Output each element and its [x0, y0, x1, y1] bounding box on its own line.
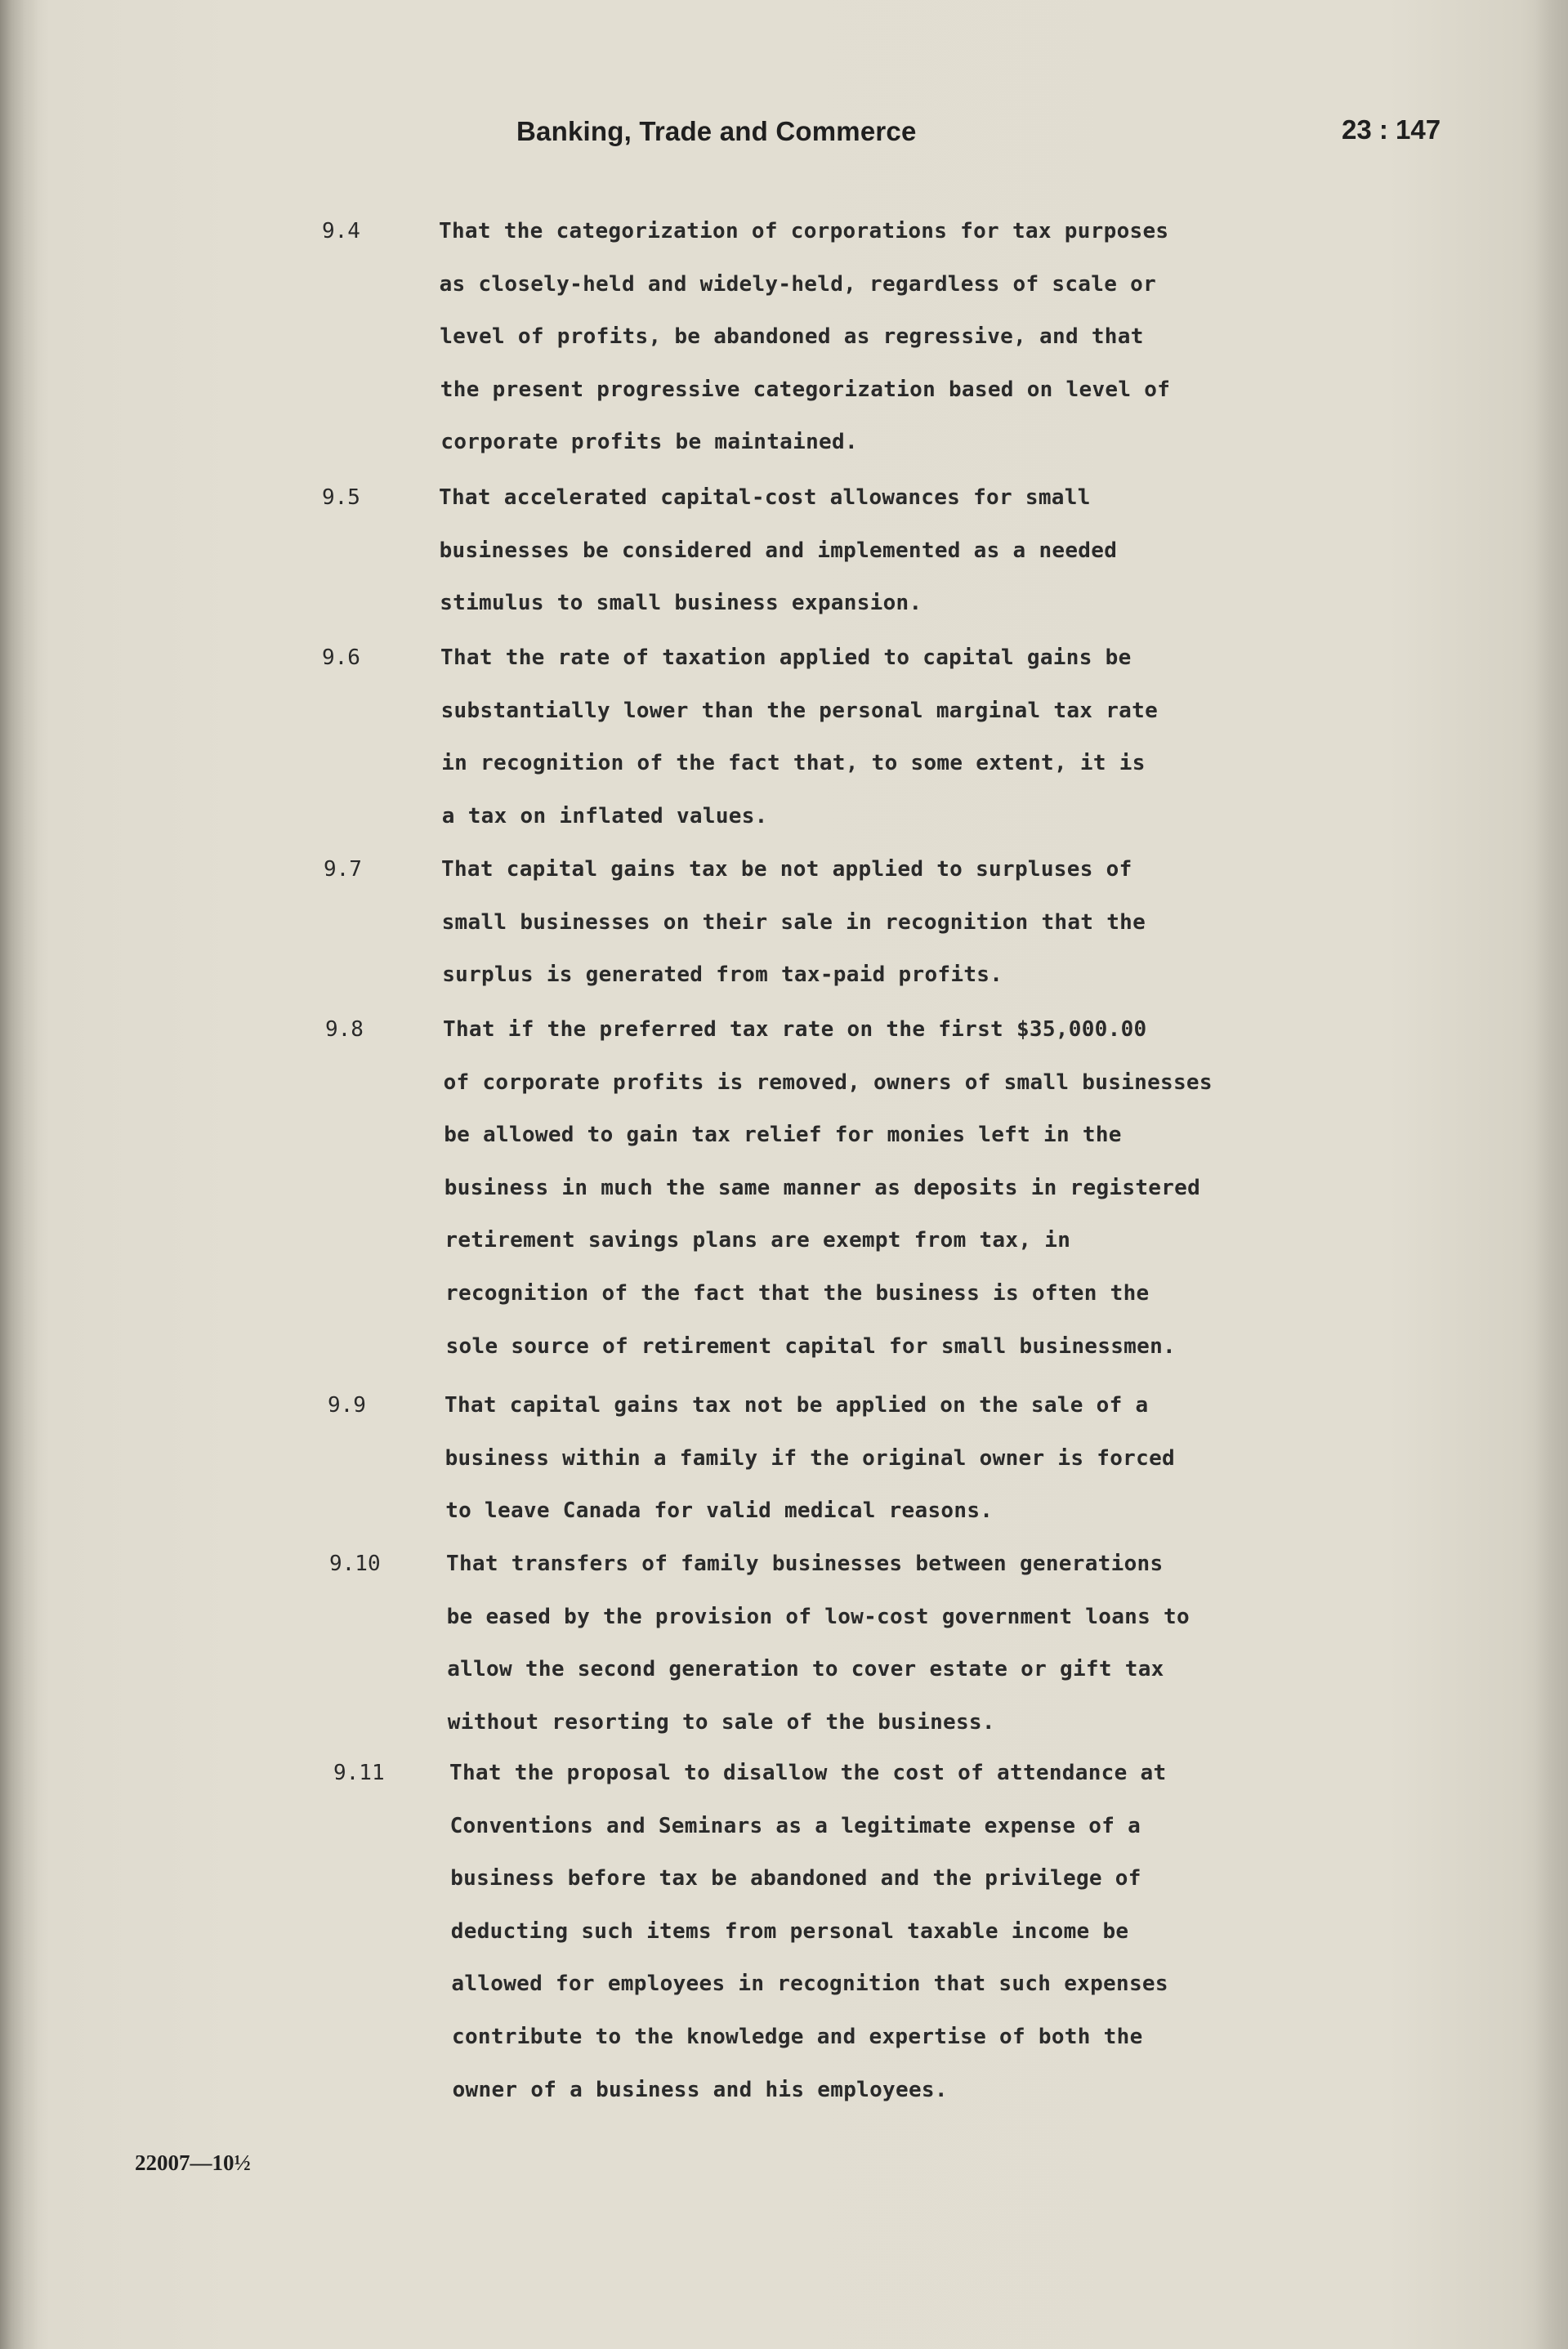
item-text-line: owner of a business and his employees. [452, 2077, 948, 2102]
item-number: 9.4 [322, 219, 360, 243]
item-text-line: a tax on inflated values. [441, 803, 768, 828]
item-text-line: sole source of retirement capital for small businessmen. [445, 1333, 1176, 1359]
item-text-line: That the proposal to disallow the cost of attendance at [449, 1761, 1167, 1785]
page-number: 23 : 147 [1342, 114, 1441, 145]
item-text-line: as closely-held and widely-held, regardless of scale or [439, 271, 1157, 297]
page-edge-shadow [1535, 0, 1568, 2349]
item-text-line: be allowed to gain tax relief for monies left in the [444, 1123, 1122, 1148]
item-text-line: recognition of the fact that the business is often the [445, 1281, 1150, 1306]
item-text-line: Conventions and Seminars as a legitimate expense of a [449, 1813, 1141, 1838]
item-number: 9.9 [328, 1393, 366, 1418]
item-text-line: of corporate profits is removed, owners of small businesses [443, 1070, 1213, 1095]
item-text-line: the present progressive categorization based on level of [440, 377, 1171, 402]
item-text-line: small businesses on their sale in recognition that the [441, 909, 1146, 935]
item-text-line: to leave Canada for valid medical reasons. [445, 1498, 994, 1524]
page-header-title: Banking, Trade and Commerce [516, 116, 917, 146]
item-text-line: substantially lower than the personal marginal tax rate [440, 698, 1159, 723]
item-text-line: business within a family if the original owner is forced [444, 1445, 1175, 1471]
book-spine-shadow [0, 0, 38, 2349]
item-text-line: That the rate of taxation applied to capital gains be [440, 645, 1132, 670]
item-text-line: surplus is generated from tax-paid profits. [442, 962, 1003, 988]
item-text-line: That the categorization of corporations for tax purposes [439, 219, 1169, 243]
item-text-line: That capital gains tax not be applied on the sale of a [444, 1393, 1149, 1418]
item-text-line: allow the second generation to cover estate or gift tax [447, 1657, 1164, 1682]
item-text-line: businesses be considered and implemented as a needed [439, 538, 1118, 563]
item-text-line: in recognition of the fact that, to some extent, it is [441, 751, 1146, 776]
item-text-line: allowed for employees in recognition that such expenses [451, 1972, 1168, 1997]
item-text-line: be eased by the provision of low-cost government loans to [446, 1604, 1190, 1629]
item-text-line: That accelerated capital-cost allowances for small [439, 485, 1091, 510]
item-number: 9.8 [325, 1017, 364, 1042]
footer-code: 22007—10½ [135, 2150, 251, 2175]
item-text-line: business in much the same manner as deposits in registered [444, 1175, 1201, 1200]
item-text-line: without resorting to sale of the business. [447, 1709, 995, 1735]
item-number: 9.6 [322, 645, 360, 670]
item-text-line: level of profits, be abandoned as regressive, and that [440, 324, 1144, 350]
item-text-line: That capital gains tax be not applied to surpluses of [441, 857, 1132, 882]
item-text-line: business before tax be abandoned and the privilege of [450, 1866, 1141, 1891]
item-text-line: corporate profits be maintained. [440, 430, 858, 455]
item-text-line: deducting such items from personal taxable income be [450, 1918, 1129, 1944]
item-text-line: retirement savings plans are exempt from tax, in [444, 1228, 1071, 1253]
item-number: 9.7 [324, 857, 362, 882]
item-text-line: contribute to the knowledge and expertise of both the [452, 2025, 1143, 2049]
item-number: 9.5 [322, 485, 360, 510]
item-number: 9.11 [333, 1761, 385, 1785]
item-text-line: That if the preferred tax rate on the first $35,000.00 [443, 1017, 1147, 1042]
item-number: 9.10 [329, 1552, 381, 1576]
item-text-line: That transfers of family businesses between generations [446, 1552, 1164, 1576]
item-text-line: stimulus to small business expansion. [440, 591, 922, 616]
